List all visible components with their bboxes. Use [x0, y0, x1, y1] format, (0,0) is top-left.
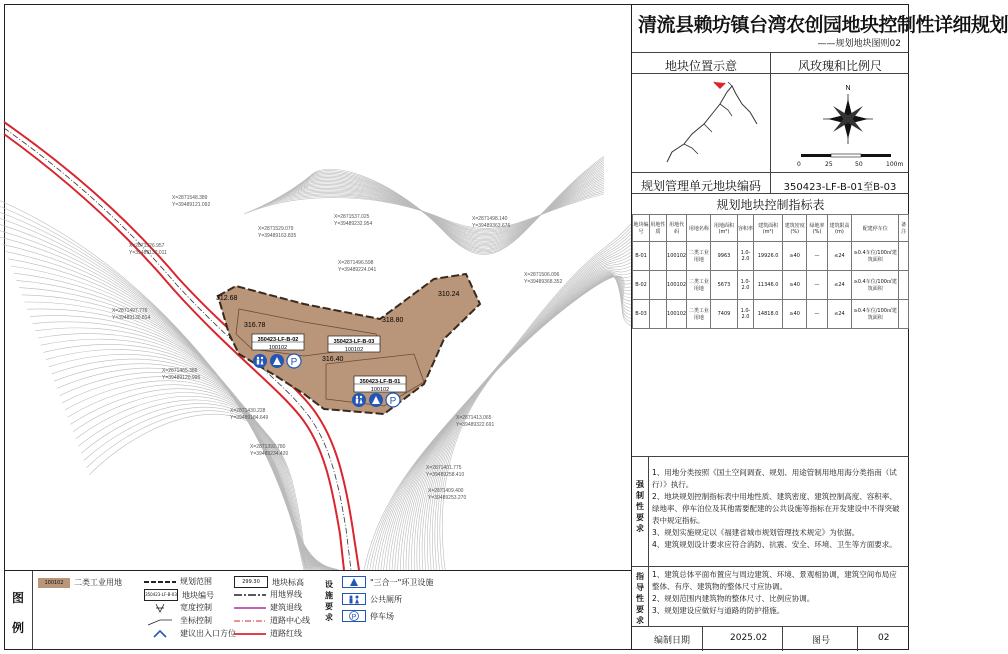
contour-line	[65, 381, 331, 570]
legend-sanhe-label: "三合一"环卫设施	[370, 577, 434, 587]
legend-parking-label: 停车场	[370, 611, 394, 621]
scale-25: 25	[825, 161, 833, 168]
index-table-header-cell: 用地代码	[666, 215, 687, 242]
table-cell	[899, 271, 909, 300]
roadred-swatch	[234, 629, 266, 639]
parcel-code: 350423-LF-B-01	[359, 379, 401, 385]
legend-centerline	[234, 615, 310, 626]
parcel-land-code: 100102	[370, 387, 390, 393]
parcel-land-code: 100102	[268, 345, 288, 351]
boundary-swatch	[144, 577, 176, 587]
legend-elev-label: 地块标高	[272, 577, 304, 587]
compass-header-text: 风玫瑰和比例尺	[797, 59, 882, 73]
table-row	[633, 271, 909, 300]
table-cell	[650, 271, 667, 300]
table-cell: 14818.0	[754, 300, 783, 329]
legend-toilet	[342, 593, 402, 605]
coordinate-label: Y=39489363.676	[472, 223, 511, 229]
table-cell: ≥0.4车位/100㎡建筑面积	[852, 300, 899, 329]
table-cell: 9963	[711, 242, 738, 271]
coordinate-label: X=2871392.780	[250, 444, 286, 450]
code-value-box	[770, 172, 909, 194]
table-row	[633, 300, 909, 329]
legend-width	[144, 602, 212, 613]
compass-header	[770, 52, 909, 74]
table-cell: ≥40	[783, 271, 807, 300]
location-header-text: 地块位置示意	[664, 59, 737, 73]
table-cell: 二类工业用地	[687, 242, 711, 271]
coordinate-label: Y=39489163.835	[258, 233, 297, 239]
info-panel	[631, 4, 1008, 650]
coordinate-label: X=2871496.598	[338, 260, 374, 266]
legend-sanhe	[342, 576, 433, 588]
legend-parking	[342, 610, 394, 622]
index-table-header-cell: 建筑密度(%)	[783, 215, 807, 242]
index-table-header-cell: 绿地率(%)	[807, 215, 827, 242]
index-table-header-row	[633, 215, 909, 242]
table-cell: 5673	[711, 271, 738, 300]
legend-boundary-label: 规划范围	[180, 577, 212, 586]
footer-row	[632, 626, 909, 651]
table-cell	[899, 300, 909, 329]
parking-symbol: P	[290, 357, 298, 368]
table-cell: 11346.0	[754, 271, 783, 300]
elevation-label: 310.24	[438, 291, 460, 298]
table-cell	[650, 242, 667, 271]
legend-land-label: 二类工业用地	[74, 578, 122, 587]
table-cell: ≤24	[827, 242, 851, 271]
table-cell: 1.0-2.0	[737, 271, 753, 300]
table-cell: 二类工业用地	[687, 300, 711, 329]
coordinate-label: Y=39489232.954	[334, 221, 373, 227]
parcel-no-swatch: 350423-LF-B-03	[144, 589, 178, 601]
location-map	[632, 73, 771, 173]
legend-centerline-label: 道路中心线	[270, 616, 310, 625]
list-item: 3、规划实施规定以《福建省城市规划管理技术规定》为依据。	[652, 528, 860, 537]
table-cell: 1.0-2.0	[737, 242, 753, 271]
legend-toilet-label: 公共厕所	[370, 594, 402, 604]
coordinate-label: X=2871465.386	[162, 368, 198, 374]
facility-label: 设施要求	[325, 580, 333, 622]
coordinate-label: Y=39489224.041	[338, 267, 377, 273]
table-cell: —	[807, 300, 827, 329]
centerline-swatch	[234, 616, 266, 626]
list-item: 1、用地分类按照《国土空间调查、规划、用途管制用地用海分类指南（试行）》执行。	[652, 468, 897, 489]
table-cell: 19926.0	[754, 242, 783, 271]
scale-0: 0	[797, 161, 801, 168]
coordinate-label: Y=39489132.011	[129, 250, 167, 256]
legend-entrance-label: 建议出入口方位	[180, 629, 236, 638]
index-table-header-cell: 备注	[899, 215, 909, 242]
elevation-label: 312.68	[216, 295, 238, 302]
coordinate-label: Y=39489253.270	[428, 495, 467, 501]
toilet-icon	[352, 393, 366, 407]
contour-line	[370, 231, 631, 570]
coordinate-label: Y=39489130.814	[112, 315, 151, 321]
table-cell: 二类工业用地	[687, 271, 711, 300]
control-list	[652, 467, 902, 551]
table-cell: ≤24	[827, 300, 851, 329]
table-cell: —	[807, 271, 827, 300]
index-table-header-cell: 地块编号	[633, 215, 650, 242]
elevation-label: 316.78	[244, 322, 266, 329]
legend-redline	[234, 589, 302, 600]
guide-list	[652, 569, 902, 617]
index-table-header-cell: 用地名称	[687, 215, 711, 242]
legend-redline-label: 用地界线	[270, 590, 302, 599]
coordinate-label: X=2871498.140	[472, 216, 508, 222]
control-label: 强制性要求	[636, 480, 644, 533]
elevation-label: 316.40	[322, 356, 344, 363]
redline-swatch	[234, 590, 266, 600]
table-cell: 1.0-2.0	[737, 300, 753, 329]
index-table-header-cell: 用地面积(m²)	[711, 215, 738, 242]
list-item: 2、地块规划控制指标表中用地性质、建筑密度、建筑控制高度、容积率、绿地率、停车泊位及其他需要配建的公共设施等指标在开发建设中不得突破表中规定指标。	[652, 492, 900, 525]
index-table-head	[633, 215, 909, 242]
coord-control-icon	[144, 616, 176, 626]
compass-rose-icon	[771, 74, 910, 174]
table-row	[633, 242, 909, 271]
coordinate-label: X=2871526.957	[129, 243, 165, 249]
svg-text:P: P	[351, 614, 357, 621]
legend-coord-label: 坐标控制	[180, 616, 212, 625]
index-table-wrap	[632, 214, 909, 329]
elev-swatch: 299.30	[234, 576, 268, 588]
coordinate-label: X=2871409.400	[428, 488, 464, 494]
coordinate-label: Y=39489368.352	[524, 279, 563, 285]
table-cell	[899, 242, 909, 271]
parking-icon	[342, 610, 366, 622]
table-cell: —	[807, 242, 827, 271]
control-section	[632, 456, 909, 567]
footer-draw-label: 编制日期	[654, 636, 691, 646]
index-table-header-cell: 建筑面积(m²)	[754, 215, 783, 242]
table-cell: ≤24	[827, 271, 851, 300]
parcel-code: 350423-LF-B-03	[333, 339, 375, 345]
legend-parcel-no	[144, 589, 214, 601]
contour-line	[247, 192, 604, 230]
legend-entrance	[144, 628, 236, 639]
coordinate-label: Y=39489184.649	[230, 415, 269, 421]
setback-swatch	[234, 603, 266, 613]
entrance-arrow-icon	[144, 629, 176, 639]
coordinate-label: X=2871401.775	[426, 465, 462, 471]
legend-roadred-label: 道路红线	[270, 629, 302, 638]
legend-setback-label: 建筑退线	[270, 603, 302, 612]
table-cell	[650, 300, 667, 329]
location-map-svg	[632, 74, 771, 174]
table-cell: B-02	[633, 271, 650, 300]
coordinate-label: X=2871430.228	[230, 408, 266, 414]
index-table-header-cell: 配建停车位	[852, 215, 899, 242]
legend-title: 图例	[12, 591, 25, 635]
list-item: 3、规划建设应做好与道路的防护措施。	[652, 606, 785, 615]
index-table-header-cell: 容积率	[737, 215, 753, 242]
coordinate-label: Y=39489322.691	[456, 422, 495, 428]
legend-coord	[144, 615, 212, 626]
coordinate-label: Y=39489121.092	[172, 202, 211, 208]
legend-roadred	[234, 628, 302, 639]
legend-boundary	[144, 576, 212, 587]
table-cell: B-01	[633, 242, 650, 271]
table-cell: ≥40	[783, 300, 807, 329]
contour-line	[79, 400, 336, 570]
contour-line	[0, 223, 308, 570]
footer-fig-no: 02	[878, 633, 890, 643]
table-cell: 100102	[666, 271, 687, 300]
guide-divider	[648, 567, 649, 627]
north-label: N	[845, 85, 851, 92]
legend-divider	[32, 571, 33, 649]
page-title: 清流县赖坊镇台湾农创园地块控制性详细规划	[638, 14, 1008, 36]
list-item: 1、建筑总体平面布置应与周边建筑、环境、景观相协调，建筑空间布局应整体、有序、建筑物的整体尺寸应协调。	[652, 570, 897, 591]
contour-line	[68, 385, 332, 570]
map-svg	[4, 4, 631, 570]
index-table-header-cell: 用地性质	[650, 215, 667, 242]
guide-label: 指导性要求	[636, 572, 644, 625]
list-item: 4、建筑规划设计要求应符合消防、抗震、安全、环境、卫生等方面要求。	[652, 540, 897, 549]
legend-setback	[234, 602, 302, 613]
table-cell: B-03	[633, 300, 650, 329]
index-table-body	[633, 242, 909, 329]
code-value: 350423-LF-B-01至B-03	[783, 182, 897, 193]
coordinate-label: Y=39489120.996	[162, 375, 201, 381]
elevation-label: 318.80	[382, 317, 404, 324]
table-cell: 100102	[666, 242, 687, 271]
scale-50: 50	[855, 161, 863, 168]
contour-line	[70, 389, 332, 570]
toilet-icon	[253, 354, 267, 368]
coordinate-label: Y=39489234.420	[250, 451, 289, 457]
compass-box	[770, 73, 909, 173]
contour-line	[0, 237, 309, 570]
list-item: 2、规划范围内建筑物的整体尺寸、比例应协调。	[652, 594, 815, 603]
table-cell: 7409	[711, 300, 738, 329]
table-cell: ≥0.4车位/100㎡建筑面积	[852, 242, 899, 271]
coordinate-label: X=2871529.079	[258, 226, 294, 232]
coordinate-label: X=2871497.776	[112, 308, 148, 314]
index-table	[632, 214, 909, 329]
contour-line	[0, 216, 307, 570]
coordinate-label: X=2871537.025	[334, 214, 370, 220]
contour-line	[0, 208, 306, 570]
parking-symbol: P	[389, 396, 397, 407]
legend-width-label: 宽度控制	[180, 603, 212, 612]
table-cell: ≥40	[783, 242, 807, 271]
plan-map	[4, 4, 631, 570]
coordinate-label: X=2871413.065	[456, 415, 492, 421]
parcel-code: 350423-LF-B-02	[257, 337, 299, 343]
legend-parcel-no-label: 地块编号	[182, 590, 214, 600]
index-title: 规划地块控制指标表	[716, 198, 825, 212]
sanhe-icon	[342, 576, 366, 588]
parcel-land-code: 100102	[344, 347, 364, 353]
table-cell: ≥0.4车位/100㎡建筑面积	[852, 271, 899, 300]
code-label: 规划管理单元地块编码	[640, 179, 761, 193]
contour-line	[0, 230, 309, 570]
coordinate-label: Y=39489258.410	[426, 472, 465, 478]
table-cell: 100102	[666, 300, 687, 329]
coordinate-label: X=2871506.096	[524, 272, 560, 278]
width-control-icon	[144, 603, 176, 613]
contour-line	[378, 242, 631, 571]
legend-elev	[234, 576, 304, 588]
index-table-header-cell: 建筑限高(m)	[827, 215, 851, 242]
contour-line	[52, 359, 327, 570]
guide-section	[632, 566, 909, 627]
legend-land	[38, 577, 122, 588]
toilet-icon	[342, 593, 366, 605]
legend	[4, 570, 631, 650]
location-marker-icon	[714, 82, 725, 88]
title-block	[632, 4, 1008, 53]
coordinate-label: X=2871548.389	[172, 195, 208, 201]
page-subtitle: ——规划地块图则02	[817, 39, 901, 49]
footer-date: 2025.02	[730, 633, 768, 643]
land-swatch: 100102	[38, 578, 70, 588]
footer-fig-label: 图号	[812, 636, 831, 646]
scale-100: 100m	[886, 161, 904, 168]
code-label-box	[632, 172, 771, 194]
control-divider	[648, 457, 649, 567]
contour-line	[73, 392, 334, 570]
location-header	[632, 52, 771, 74]
